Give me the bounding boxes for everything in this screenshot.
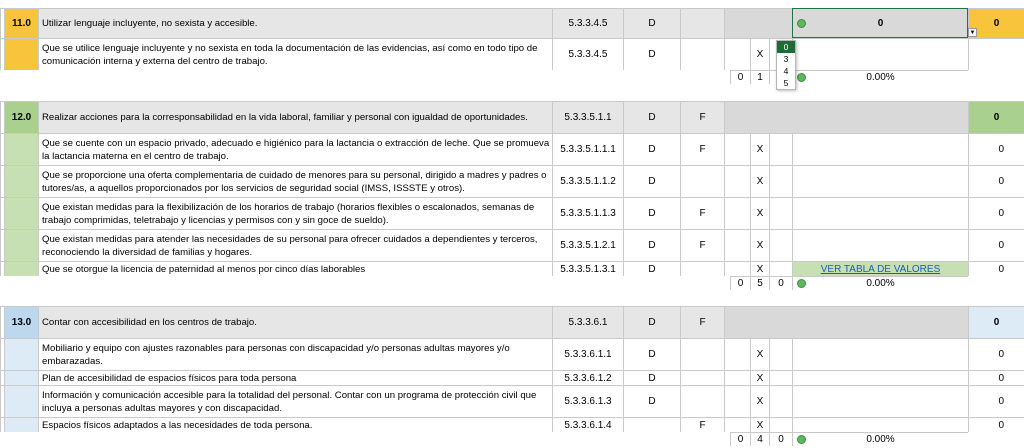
item-code [552,338,623,370]
item-d-text: D [648,208,656,219]
score-dropdown-list[interactable] [776,40,796,90]
blank-cell[interactable] [769,370,792,385]
item-f [680,165,724,197]
item-x-text: X [756,349,764,360]
item-value-text: 0 [998,349,1004,360]
item-x-text: X [756,263,764,275]
item-text [38,338,552,370]
summary-a-text: 0 [737,278,744,289]
row-marker [4,133,38,165]
summary-b-text: 5 [757,278,763,289]
item-text [38,165,552,197]
item-d [623,417,680,432]
summary-a [730,432,750,446]
item-x-text: X [756,49,764,60]
item-code [552,133,623,165]
s12-header-row [0,101,1024,133]
row-marker [4,370,38,385]
s12-total [968,101,1024,133]
item-text-text: Que se proporcione una oferta complementaria de cuidado de menores para su personal, dirigido a madres y padres o tutores/as, a aquellos proporcionados por los servicios de seguridad social (IMSS, ISSSTE y otros). [42,169,547,194]
s12-code [552,101,623,133]
item-value [968,229,1024,261]
input-cell[interactable] [792,133,968,165]
item-value [968,338,1024,370]
s12-f [680,101,724,133]
item-d [623,197,680,229]
summary-percent[interactable] [792,70,968,84]
item-d [623,261,680,276]
item-text [38,385,552,417]
item-text-text: Que se cuente con un espacio privado, adecuado e higiénico para la lactancia o extracción de leche. Que se promueva la lactancia materna en el centro de trabajo. [42,137,550,162]
s13-f-text: F [699,317,706,328]
blank-cell [724,38,750,70]
blank-cell [724,165,750,197]
s11-number [4,8,38,38]
s11-item-row [0,38,1024,70]
input-cell[interactable] [792,165,968,197]
s13-total-text: 0 [993,317,1000,328]
s13-item-row [0,338,1024,370]
dropdown-arrow-icon[interactable]: ▼ [969,30,976,36]
item-d-text: D [648,144,656,155]
item-f [680,370,724,385]
item-text-text: Que existan medidas para atender las necesidades de su personal para ofrecer cuidados a dependientes y terceros, reconociendo la diversidad de familias y hogares. [42,233,538,258]
s13-title [38,306,552,338]
s12-code-text: 5.3.3.5.1.1 [564,112,612,123]
s12-number-text: 12.0 [11,112,32,123]
row-marker [4,197,38,229]
summary-b [750,276,769,290]
item-f-text: F [699,144,706,155]
s11-score-cell-text: 0 [877,18,884,29]
item-f-text: F [699,240,706,251]
s13-d-text: D [648,317,656,328]
item-value-text: 0 [998,419,1004,431]
blank-cell [724,261,750,276]
item-x [750,338,769,370]
summary-b [750,70,769,84]
s12-item-row [0,229,1024,261]
s12-title-text: Realizar acciones para la corresponsabilidad en la vida laboral, familiar y personal con igualdad de oportunidades. [42,112,528,123]
summary-percent-text: 0.00% [866,278,895,289]
item-f-text: F [699,419,706,431]
item-x-text: X [756,208,764,219]
item-code [552,385,623,417]
s11-title-text: Utilizar lenguaje incluyente, no sexista y accesible. [42,18,258,29]
row-marker [4,385,38,417]
item-code [552,38,623,70]
blank-cell [724,338,750,370]
s11-d [623,8,680,38]
summary-b [750,432,769,446]
status-dot-icon [797,19,806,28]
summary-c [769,432,792,446]
s13-number [4,306,38,338]
s12-item-row [0,165,1024,197]
blank-cell [724,370,750,385]
item-text [38,133,552,165]
s11-total-text: 0 [993,18,1000,29]
row-marker [4,261,38,276]
item-f [680,38,724,70]
item-code-text: 5.3.3.5.1.1.2 [560,176,616,187]
summary-c-text: 0 [778,278,784,289]
item-value [968,370,1024,385]
values-table-link[interactable] [792,261,968,276]
blank-cell [724,385,750,417]
s12-summary-row [0,276,1024,290]
s12-title [38,101,552,133]
summary-percent-text: 0.00% [866,434,895,445]
item-value [968,197,1024,229]
blank-cell[interactable] [769,261,792,276]
item-x [750,165,769,197]
blank-cell [724,417,750,432]
status-dot-icon [797,73,806,82]
item-value-text: 0 [998,208,1004,219]
item-f [680,197,724,229]
item-d [623,370,680,385]
input-cell[interactable] [792,229,968,261]
s12-item-row [0,261,1024,276]
item-text [38,261,552,276]
s11-code [552,8,623,38]
item-f [680,338,724,370]
s12-d-text: D [648,112,656,123]
item-f [680,261,724,276]
row-marker [4,417,38,432]
summary-b-text: 1 [757,72,763,83]
input-cell[interactable] [792,385,968,417]
s11-number-text: 11.0 [12,18,31,29]
item-text [38,229,552,261]
summary-a [730,276,750,290]
s11-code-text: 5.3.3.4.5 [568,18,608,29]
item-f [680,385,724,417]
item-x [750,197,769,229]
summary-c-text: 0 [778,434,784,445]
item-f [680,417,724,432]
item-value [968,417,1024,432]
summary-percent[interactable] [792,276,968,290]
item-x [750,38,769,70]
s11-score-cell[interactable] [792,8,968,38]
item-x-text: X [756,372,764,384]
item-x-text: X [756,240,764,251]
item-value [968,261,1024,276]
item-d [623,338,680,370]
blank-cell[interactable] [769,385,792,417]
item-code [552,229,623,261]
item-code-text: 5.3.3.6.1.2 [564,372,612,384]
item-code-text: 5.3.3.5.1.3.1 [560,263,616,275]
item-text-text: Que se otorgue la licencia de paternidad al menos por cinco días laborables [42,263,366,275]
blank-cell[interactable] [769,133,792,165]
s13-d [623,306,680,338]
item-text [38,370,552,385]
item-text [38,417,552,432]
blank-cell [724,229,750,261]
s13-total [968,306,1024,338]
item-f-text: F [699,208,706,219]
gray-cell [724,101,968,133]
s11-d-text: D [648,18,656,29]
item-code-text: 5.3.3.5.1.1.1 [560,144,616,155]
item-d-text: D [648,49,656,60]
summary-a-text: 0 [737,434,744,445]
item-d-text: D [648,176,656,187]
status-dot-icon [797,435,806,444]
item-code-text: 5.3.3.6.1.1 [564,349,612,360]
item-d-text: D [648,240,656,251]
item-text [38,38,552,70]
input-cell[interactable] [792,370,968,385]
item-x [750,370,769,385]
s13-item-row [0,370,1024,385]
item-code-text: 5.3.3.5.1.2.1 [560,240,616,251]
summary-percent-text: 0.00% [866,72,895,83]
summary-percent[interactable] [792,432,968,446]
s13-summary-row [0,432,1024,446]
item-x-text: X [756,396,764,407]
s12-f-text: F [699,112,706,123]
summary-a-text: 0 [737,72,744,83]
item-value-text: 0 [998,396,1004,407]
item-code [552,370,623,385]
item-code-text: 5.3.3.4.5 [568,49,608,60]
s12-item-row [0,197,1024,229]
input-cell[interactable] [792,38,968,70]
s13-header-row [0,306,1024,338]
item-d [623,38,680,70]
item-value-text: 0 [998,263,1004,275]
item-text-text: Información y comunicación accesible para la totalidad del personal. Contar con un programa de protección civil que incluya a personas adultas mayores y con discapacidad. [42,389,537,414]
blank-cell[interactable] [769,165,792,197]
row-marker [4,229,38,261]
item-value-text: 0 [998,240,1004,251]
item-text-text: Espacios físicos adaptados a las necesidades de toda persona. [42,419,313,431]
summary-a [730,70,750,84]
item-value [968,133,1024,165]
item-d-text: D [648,349,656,360]
s12-number [4,101,38,133]
s12-d [623,101,680,133]
item-code-text: 5.3.3.6.1.4 [564,419,612,431]
item-d-text: D [648,396,656,407]
input-cell[interactable] [792,417,968,432]
item-value-text: 0 [998,144,1004,155]
values-table-link-text: VER TABLA DE VALORES [820,263,941,275]
item-code [552,417,623,432]
item-x [750,229,769,261]
item-d-text: D [648,263,656,275]
item-x [750,133,769,165]
s11-title [38,8,552,38]
item-text [38,197,552,229]
item-d [623,133,680,165]
blank-cell [724,197,750,229]
item-text-text: Mobiliario y equipo con ajustes razonables para personas con discapacidad y/o personas adultas mayores y/o embarazadas. [42,342,510,367]
item-value-text: 0 [998,372,1004,384]
blank-cell [724,133,750,165]
s13-f [680,306,724,338]
item-value [968,165,1024,197]
gray-cell [724,8,792,38]
s11-f [680,8,724,38]
s12-total-text: 0 [993,112,1000,123]
input-cell[interactable] [792,338,968,370]
item-x-text: X [756,419,764,431]
row-marker [4,38,38,70]
item-f [680,229,724,261]
blank-cell[interactable] [769,417,792,432]
blank-cell[interactable] [769,197,792,229]
item-code [552,165,623,197]
item-value [968,38,1024,70]
item-value [968,385,1024,417]
item-code [552,197,623,229]
item-code [552,261,623,276]
row-marker [4,338,38,370]
item-d [623,385,680,417]
dropdown-option[interactable]: 5 [783,78,789,88]
blank-cell[interactable] [769,229,792,261]
s11-header-row [0,8,1024,38]
item-x-text: X [756,144,764,155]
s13-item-row [0,385,1024,417]
item-code-text: 5.3.3.6.1.3 [564,396,612,407]
item-code-text: 5.3.3.5.1.1.3 [560,208,616,219]
summary-c [769,276,792,290]
item-x [750,417,769,432]
s12-item-row [0,133,1024,165]
dropdown-option[interactable]: 4 [783,66,789,76]
item-value-text: 0 [998,176,1004,187]
item-x [750,261,769,276]
item-x [750,385,769,417]
s11-summary-row [0,70,1024,84]
status-dot-icon [797,279,806,288]
dropdown-option[interactable]: 0 [777,41,795,53]
row-marker [4,165,38,197]
item-f [680,133,724,165]
item-text-text: Que se utilice lenguaje incluyente y no sexista en toda la documentación de las evidencias, así como en todo tipo de comunicación interna y externa del centro de trabajo. [42,42,538,67]
s13-item-row [0,417,1024,432]
dropdown-option[interactable]: 3 [783,54,789,64]
s13-code [552,306,623,338]
item-d-text: D [648,372,656,384]
item-text-text: Que existan medidas para la flexibilización de los horarios de trabajo (horarios flexibles o escalonados, semanas de trabajo comprimidas, teletrabajo y licencias y permisos con y sin goce de sueldo). [42,201,535,226]
item-d [623,165,680,197]
gray-cell [724,306,968,338]
blank-cell[interactable] [769,338,792,370]
input-cell[interactable] [792,197,968,229]
summary-b-text: 4 [757,434,763,445]
item-text-text: Plan de accesibilidad de espacios físicos para toda persona [42,372,297,384]
s13-number-text: 13.0 [11,317,32,328]
item-x-text: X [756,176,764,187]
s13-code-text: 5.3.3.6.1 [568,317,608,328]
s13-title-text: Contar con accesibilidad en los centros de trabajo. [42,317,257,328]
item-d [623,229,680,261]
